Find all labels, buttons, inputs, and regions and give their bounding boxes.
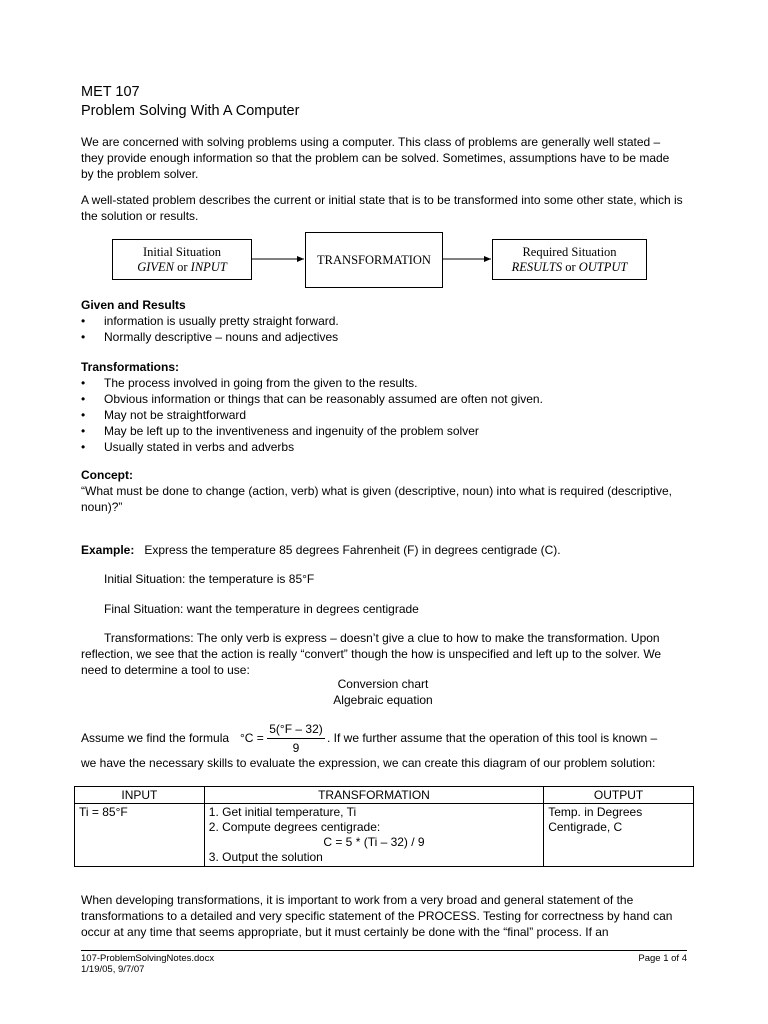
transformation-cell	[204, 804, 543, 867]
list-item: • May be left up to the inventiveness and ingenuity of the problem solver	[81, 423, 685, 439]
step-equation: C = 5 * (Ti – 32) / 9	[323, 835, 425, 849]
transformations-list	[81, 375, 685, 455]
transformation-label: TRANSFORMATION	[317, 252, 431, 267]
transformations-heading: Transformations:	[81, 360, 180, 374]
page-title: Problem Solving With A Computer	[81, 103, 300, 119]
intro-paragraph-2: A well-stated problem describes the current or initial state that is to be transformed into some other state, which is the solution or results.	[81, 193, 683, 223]
given-results-list	[81, 313, 685, 345]
required-situation-detail: RESULTS or OUTPUT	[511, 259, 628, 274]
footer-divider	[81, 950, 687, 951]
example-initial-situation: Initial Situation: the temperature is 85°F	[104, 572, 315, 586]
initial-situation-label: Initial Situation	[142, 244, 222, 259]
input-cell: Ti = 85°F	[75, 804, 205, 867]
given-results-heading: Given and Results	[81, 298, 186, 312]
header-output: OUTPUT	[544, 787, 694, 804]
tool-conversion-chart: Conversion chart	[337, 677, 429, 691]
list-item: • The process involved in going from the given to the results.	[81, 375, 685, 391]
list-item: • information is usually pretty straight forward.	[81, 313, 685, 329]
required-situation-box	[492, 239, 647, 280]
formula-second-line: we have the necessary skills to evaluate the expression, we can create this diagram of our problem solution:	[81, 756, 656, 770]
header-transformation: TRANSFORMATION	[204, 787, 543, 804]
example-final-situation: Final Situation: want the temperature in degrees centigrade	[104, 602, 419, 616]
example-label: Example:	[81, 543, 135, 557]
tool-algebraic-equation: Algebraic equation	[333, 693, 433, 707]
header-input: INPUT	[75, 787, 205, 804]
formula-numerator: 5(°F – 32)	[269, 722, 323, 736]
formula-tail-text: . If we further assume that the operation of this tool is known –	[327, 731, 658, 745]
example-statement	[81, 542, 701, 558]
formula-fraction-bar	[267, 738, 325, 739]
footer-filename: 107-ProblemSolvingNotes.docx	[81, 953, 215, 964]
list-item: • May not be straightforward	[81, 407, 685, 423]
example-text: Express the temperature 85 degrees Fahrenheit (F) in degrees centigrade (C).	[144, 543, 561, 557]
intro-paragraph-1: We are concerned with solving problems using a computer. This class of problems are generally well stated – they provide enough information so that the problem can be solved. Sometimes, assumptions have to be made by the problem solver.	[81, 135, 670, 181]
step-item: 2. Compute degrees centigrade:	[208, 820, 381, 834]
list-item: • Obvious information or things that can be reasonably assumed are often not given.	[81, 391, 685, 407]
list-item: • Usually stated in verbs and adverbs	[81, 439, 685, 455]
footer-dates: 1/19/05, 9/7/07	[81, 964, 145, 975]
list-item: • Normally descriptive – nouns and adjectives	[81, 329, 685, 345]
solution-table	[74, 786, 694, 867]
example-transformations-paragraph: Transformations: The only verb is express – doesn’t give a clue to how to make the transformation. Upon reflection, we see that the action is really “convert” though the how is unspecified and left up to the solver. We need to determine a tool to use:	[81, 631, 662, 677]
concept-heading: Concept:	[81, 468, 133, 482]
step-item: 1. Get initial temperature, Ti	[208, 805, 357, 819]
transformation-box	[305, 232, 443, 288]
initial-situation-detail: GIVEN or INPUT	[137, 259, 227, 274]
concept-text: “What must be done to change (action, verb) what is given (descriptive, noun) into what is required (descriptive, noun)?”	[81, 484, 672, 514]
formula-lhs: °C =	[240, 731, 264, 745]
required-situation-label: Required Situation	[522, 244, 617, 259]
table-header-row	[75, 787, 694, 804]
initial-situation-box	[112, 239, 252, 280]
formula-lead-text: Assume we find the formula	[81, 731, 230, 745]
course-code: MET 107	[81, 84, 140, 100]
step-item: 3. Output the solution	[208, 850, 323, 864]
closing-paragraph: When developing transformations, it is important to work from a very broad and general statement of the transformations to a detailed and very specific statement of the PROCESS. Testing for correctness by hand can occur at any time that seems appropriate, but it must certainly be done with the “final” process. If an	[81, 893, 673, 939]
table-row	[75, 804, 694, 867]
output-cell: Temp. in Degrees Centigrade, C	[544, 804, 694, 867]
formula-denominator: 9	[292, 741, 300, 755]
footer-page-number: Page 1 of 4	[638, 953, 687, 964]
